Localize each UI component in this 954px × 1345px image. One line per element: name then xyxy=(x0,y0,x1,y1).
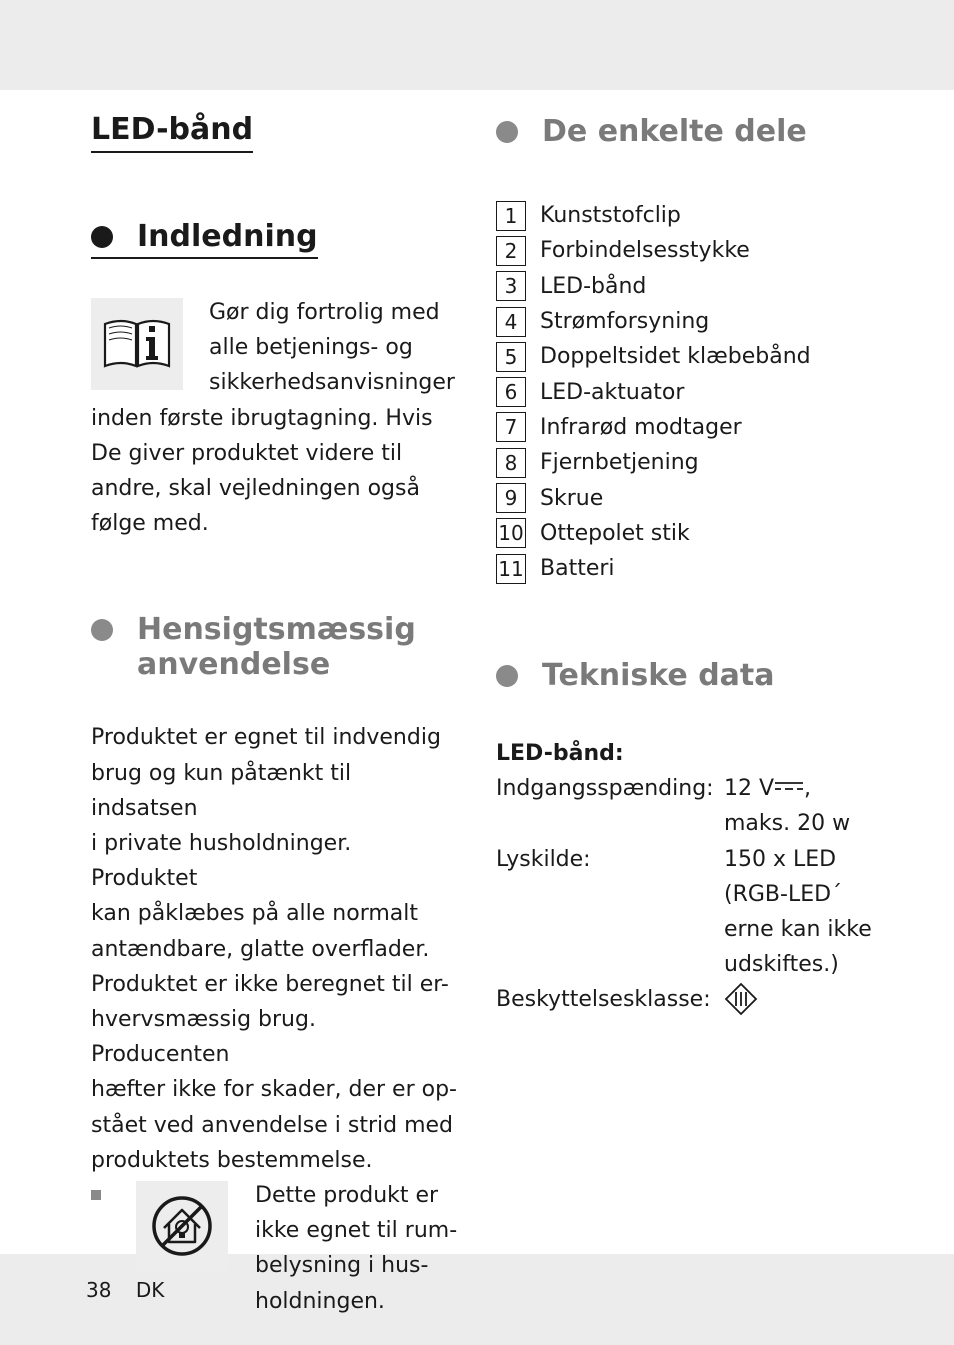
intro-section xyxy=(91,217,459,541)
square-bullet-icon xyxy=(91,1190,101,1200)
tech-heading xyxy=(496,654,896,698)
intro-text: Gør dig fortrolig med alle betjenings- og sikkerhedsanvisninger inden første ibrugtagning. Hvis De giver produktet videre til andre, skal vejledningen også følge med. xyxy=(91,300,455,537)
page-footer xyxy=(86,1278,182,1302)
part-number: 10 xyxy=(496,518,526,548)
intended-use-heading-line2: anvendelse xyxy=(137,647,331,683)
part-number: 11 xyxy=(496,554,526,584)
part-label: Forbindelsesstykke xyxy=(540,238,750,264)
part-number: 2 xyxy=(496,236,526,266)
part-number: 5 xyxy=(496,342,526,372)
spec-protection-class xyxy=(496,982,896,1023)
intended-use-line: produktets bestemmelse. xyxy=(91,1147,373,1173)
left-column xyxy=(91,110,459,1318)
part-number: 4 xyxy=(496,307,526,337)
spec-value: 12 V , maks. 20 w xyxy=(724,776,851,837)
part-label: Batteri xyxy=(540,556,615,582)
intended-use-line: Produktet er ikke beregnet til er- xyxy=(91,971,449,997)
spec-label: Indgangsspænding: xyxy=(496,776,714,802)
intended-use-line: kan påklæbes på alle normalt xyxy=(91,901,419,927)
language-code: DK xyxy=(135,1278,165,1302)
intended-use-section xyxy=(91,612,459,1318)
right-column xyxy=(496,110,896,1024)
tech-subheading: LED-bånd: xyxy=(496,741,624,767)
note-line: ikke egnet til rum- xyxy=(255,1218,458,1244)
list-item xyxy=(496,551,896,586)
note-line: belysning i hus- xyxy=(255,1253,429,1279)
part-label: Strømforsyning xyxy=(540,309,710,335)
intended-use-line: hæfter ikke for skader, der er op- xyxy=(91,1077,457,1103)
intended-use-line: brug og kun påtænkt til indsatsen xyxy=(91,760,352,821)
intended-use-line: Produktet er egnet til indvendig xyxy=(91,725,441,751)
part-label: Kunststofclip xyxy=(540,203,681,229)
note-line: holdningen. xyxy=(255,1288,385,1314)
protection-class-iii-icon xyxy=(724,982,758,1016)
intended-use-line: i private husholdninger. Produktet xyxy=(91,831,352,892)
spec-value xyxy=(724,982,896,1023)
intro-heading-text: Indledning xyxy=(137,219,318,254)
spec-value: 150 x LED (RGB-LED´ erne kan ikke udskiftes.) xyxy=(724,846,872,978)
part-label: LED-bånd xyxy=(540,273,647,299)
part-label: Fjernbetjening xyxy=(540,450,699,476)
spec-input-voltage xyxy=(496,771,896,841)
part-label: Infrarød modtager xyxy=(540,414,742,440)
part-number: 7 xyxy=(496,412,526,442)
header-band xyxy=(0,0,954,90)
intro-heading xyxy=(91,217,318,259)
spec-label: Lyskilde: xyxy=(496,846,591,872)
page-number: 38 xyxy=(86,1278,112,1302)
document-title: LED-bånd xyxy=(91,110,253,153)
spec-label: Beskyttelsesklasse: xyxy=(496,987,711,1013)
list-item xyxy=(496,445,896,480)
list-item xyxy=(496,374,896,409)
part-label: LED-aktuator xyxy=(540,379,685,405)
note-text xyxy=(255,1178,465,1319)
tech-data xyxy=(496,736,896,1023)
part-number: 9 xyxy=(496,483,526,513)
intended-use-heading-line1: Hensigtsmæssig xyxy=(137,612,416,648)
intended-use-heading xyxy=(91,612,459,682)
list-item xyxy=(496,339,896,374)
part-number: 8 xyxy=(496,448,526,478)
part-number: 1 xyxy=(496,201,526,231)
manual-info-icon xyxy=(91,298,183,390)
heading-bullet-icon xyxy=(91,619,113,641)
list-item xyxy=(496,304,896,339)
list-item xyxy=(496,480,896,515)
intro-body xyxy=(91,295,459,541)
list-item xyxy=(496,233,896,268)
intended-use-line: hvervsmæssig brug. Producenten xyxy=(91,1007,316,1068)
parts-list xyxy=(496,198,896,586)
list-item xyxy=(496,198,896,233)
list-item xyxy=(496,269,896,304)
no-room-lighting-icon xyxy=(136,1181,228,1271)
intended-use-body xyxy=(91,720,459,1178)
parts-heading xyxy=(496,110,896,154)
heading-bullet-icon xyxy=(496,665,518,687)
part-number: 3 xyxy=(496,271,526,301)
intended-use-line: stået ved anvendelse i strid med xyxy=(91,1112,454,1138)
part-number: 6 xyxy=(496,377,526,407)
part-label: Ottepolet stik xyxy=(540,520,690,546)
tech-heading-text: Tekniske data xyxy=(542,658,775,694)
parts-heading-text: De enkelte dele xyxy=(542,114,807,149)
dc-symbol xyxy=(774,779,804,793)
note-line: Dette produkt er xyxy=(255,1183,439,1209)
intended-use-line: antændbare, glatte overflader. xyxy=(91,936,430,962)
part-label: Doppeltsidet klæbebånd xyxy=(540,344,811,370)
list-item xyxy=(496,410,896,445)
list-item xyxy=(496,516,896,551)
heading-bullet-icon xyxy=(91,226,113,248)
spec-light-source xyxy=(496,842,896,983)
heading-bullet-icon xyxy=(496,121,518,143)
part-label: Skrue xyxy=(540,485,604,511)
